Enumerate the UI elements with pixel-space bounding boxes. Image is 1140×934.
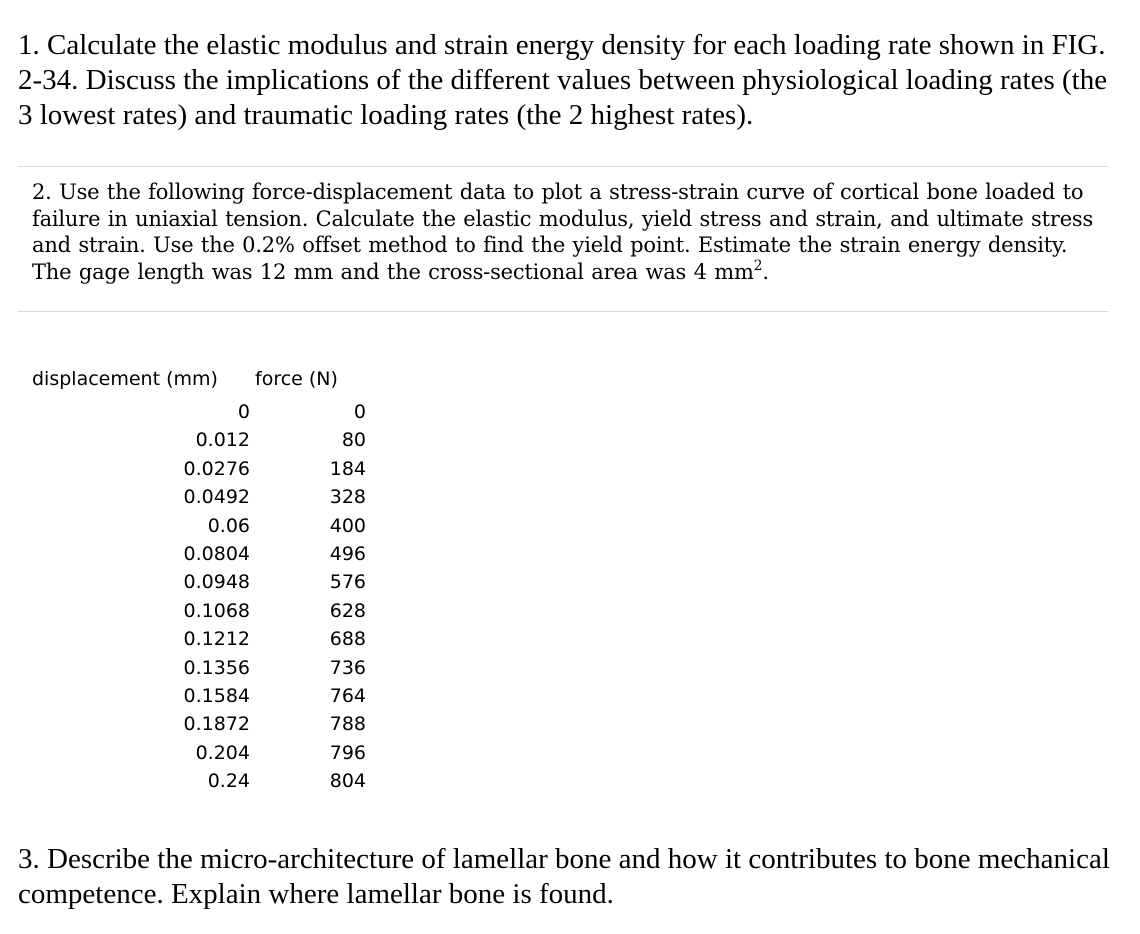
question-1: 1. Calculate the elastic modulus and strain energy density for each loading rate shown in FIG. 2-34. Discuss the implications of the different values between physiological loading rates (the 3 lowest rates) and traumatic loading rates (the 2 highest rates). — [18, 29, 1108, 131]
force-cell: 328 — [329, 486, 366, 509]
displacement-cell: 0.0276 — [183, 457, 250, 480]
displacement-cell: 0.0948 — [183, 571, 250, 594]
displacement-header: displacement (mm) — [32, 368, 218, 390]
displacement-cell: 0.1212 — [183, 628, 250, 651]
force-cell: 400 — [329, 514, 366, 537]
displacement-cell: 0.1872 — [183, 713, 250, 736]
displacement-cell: 0.1068 — [183, 599, 250, 622]
question-2-end: . — [762, 259, 769, 284]
force-cell: 0 — [353, 401, 366, 423]
force-cell: 764 — [329, 684, 366, 707]
force-header: force (N) — [255, 368, 338, 390]
force-cell: 688 — [329, 628, 366, 651]
displacement-cell: 0.1584 — [183, 684, 250, 707]
displacement-cell: 0.24 — [207, 770, 250, 793]
question-2-superscript: 2 — [753, 257, 763, 274]
force-cell: 736 — [329, 656, 366, 679]
displacement-cell: 0.0492 — [183, 486, 250, 509]
question-2-box — [18, 166, 1108, 312]
force-cell: 184 — [329, 457, 366, 480]
force-cell: 80 — [341, 429, 366, 452]
question-2 — [32, 179, 1108, 285]
displacement-cell: 0.06 — [207, 514, 250, 537]
displacement-cell: 0.0804 — [183, 542, 250, 565]
displacement-cell: 0.1356 — [183, 656, 250, 679]
question-3: 3. Describe the micro-architecture of lamellar bone and how it contributes to bone mechanical competence. Explain where lamellar bone is found. — [18, 843, 1110, 910]
displacement-cell: 0.012 — [195, 429, 250, 452]
force-cell: 496 — [329, 542, 366, 565]
force-cell: 628 — [329, 599, 366, 622]
displacement-column — [32, 398, 250, 795]
displacement-cell: 0 — [237, 401, 250, 423]
displacement-cell: 0.204 — [195, 741, 250, 764]
force-cell: 576 — [329, 571, 366, 594]
force-column — [260, 398, 366, 795]
force-cell: 804 — [329, 770, 366, 793]
force-cell: 788 — [329, 713, 366, 736]
question-2-text: 2. Use the following force-displacement data to plot a stress-strain curve of cortical bone loaded to failure in uniaxial tension. Calculate the elastic modulus, yield stress and strain, and ultimate stress and strain. Use the 0.2% offset method to find the yield point. Estimate the strain energy density. The gage length was 12 mm and the cross-sectional area was 4 mm — [32, 180, 1094, 284]
force-cell: 796 — [329, 741, 366, 764]
